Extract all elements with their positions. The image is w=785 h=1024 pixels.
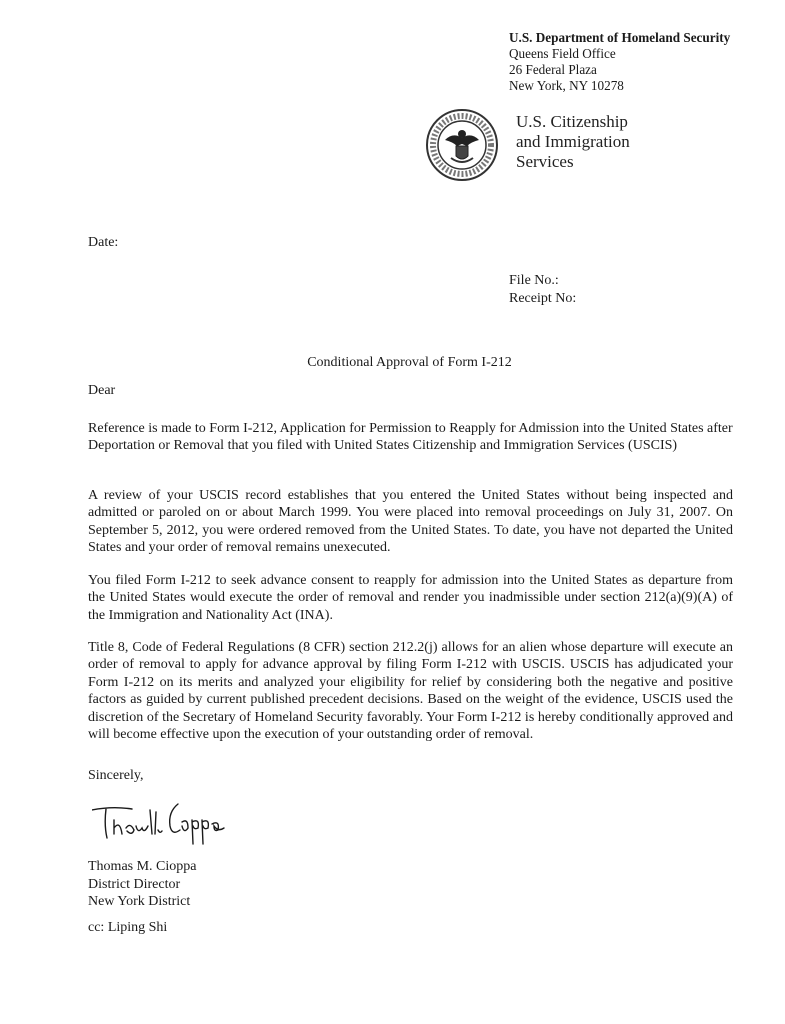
department-name: U.S. Department of Homeland Security [509,30,731,45]
office-street: 26 Federal Plaza [509,62,597,77]
file-no-label: File No.: [509,273,559,288]
agency-address [509,30,730,94]
file-reference [509,272,576,308]
paragraph-decision: Title 8, Code of Federal Regulations (8 CFR) section 212.2(j) allows for an alien whose departure will execute an order of removal to apply for advance approval by filing Form I-212 with USCIS. USCIS has adjudicated your Form I-212 on its merits and analyzed your eligibility for relief by considering both the negative and positive factors as guided by current published precedent decisions. Based on the weight of the evidence, USCIS used the discretion of the Secretary of Homeland Security favorably. Your Form I-212 is hereby conditionally approved and will become effective upon the execution of your outstanding order of removal. [88,640,733,743]
signer-district: New York District [88,894,191,909]
signature-icon [92,800,252,860]
cc-line: cc: Liping Shi [88,920,168,935]
receipt-no-label: Receipt No: [509,291,577,306]
uscis-wordmark [516,112,630,172]
subject-text: Conditional Approval of Form I-212 [307,355,512,370]
salutation: Dear [88,383,116,398]
paragraph-record-review: A review of your USCIS record establishes that you entered the United States without being inspected and admitted or paroled on or about March 1999. You were placed into removal proceedings on July 31, 2007. On September 5, 2012, you were ordered removed from the United States. To date, you have not departed the United States and your order of removal remains unexecuted. [88,488,733,556]
signer-title: District Director [88,876,181,892]
date-label: Date: [88,235,119,250]
office-name: Queens Field Office [509,46,616,61]
closing: Sincerely, [88,768,144,783]
dhs-seal-icon [425,108,499,182]
paragraph-purpose: You filed Form I-212 to seek advance consent to reapply for admission into the United States as departure from the United States would execute the order of removal and render you inadmissible under section 212(a)(9)(A) of the Immigration and Nationality Act (INA). [88,573,733,623]
signer-name: Thomas M. Cioppa [88,859,197,874]
office-city: New York, NY 10278 [509,78,624,93]
paragraph-reference: Reference is made to Form I-212, Application for Permission to Reapply for Admission into the United States after Deportation or Removal that you filed with United States Citizenship and Immigration Services (USCIS) [88,421,733,454]
uscis-line-3: Services [516,152,574,171]
letter-subject [0,355,785,371]
signer-block [88,858,197,911]
uscis-line-1: U.S. Citizenship [516,112,628,131]
uscis-line-2: and Immigration [516,132,630,151]
